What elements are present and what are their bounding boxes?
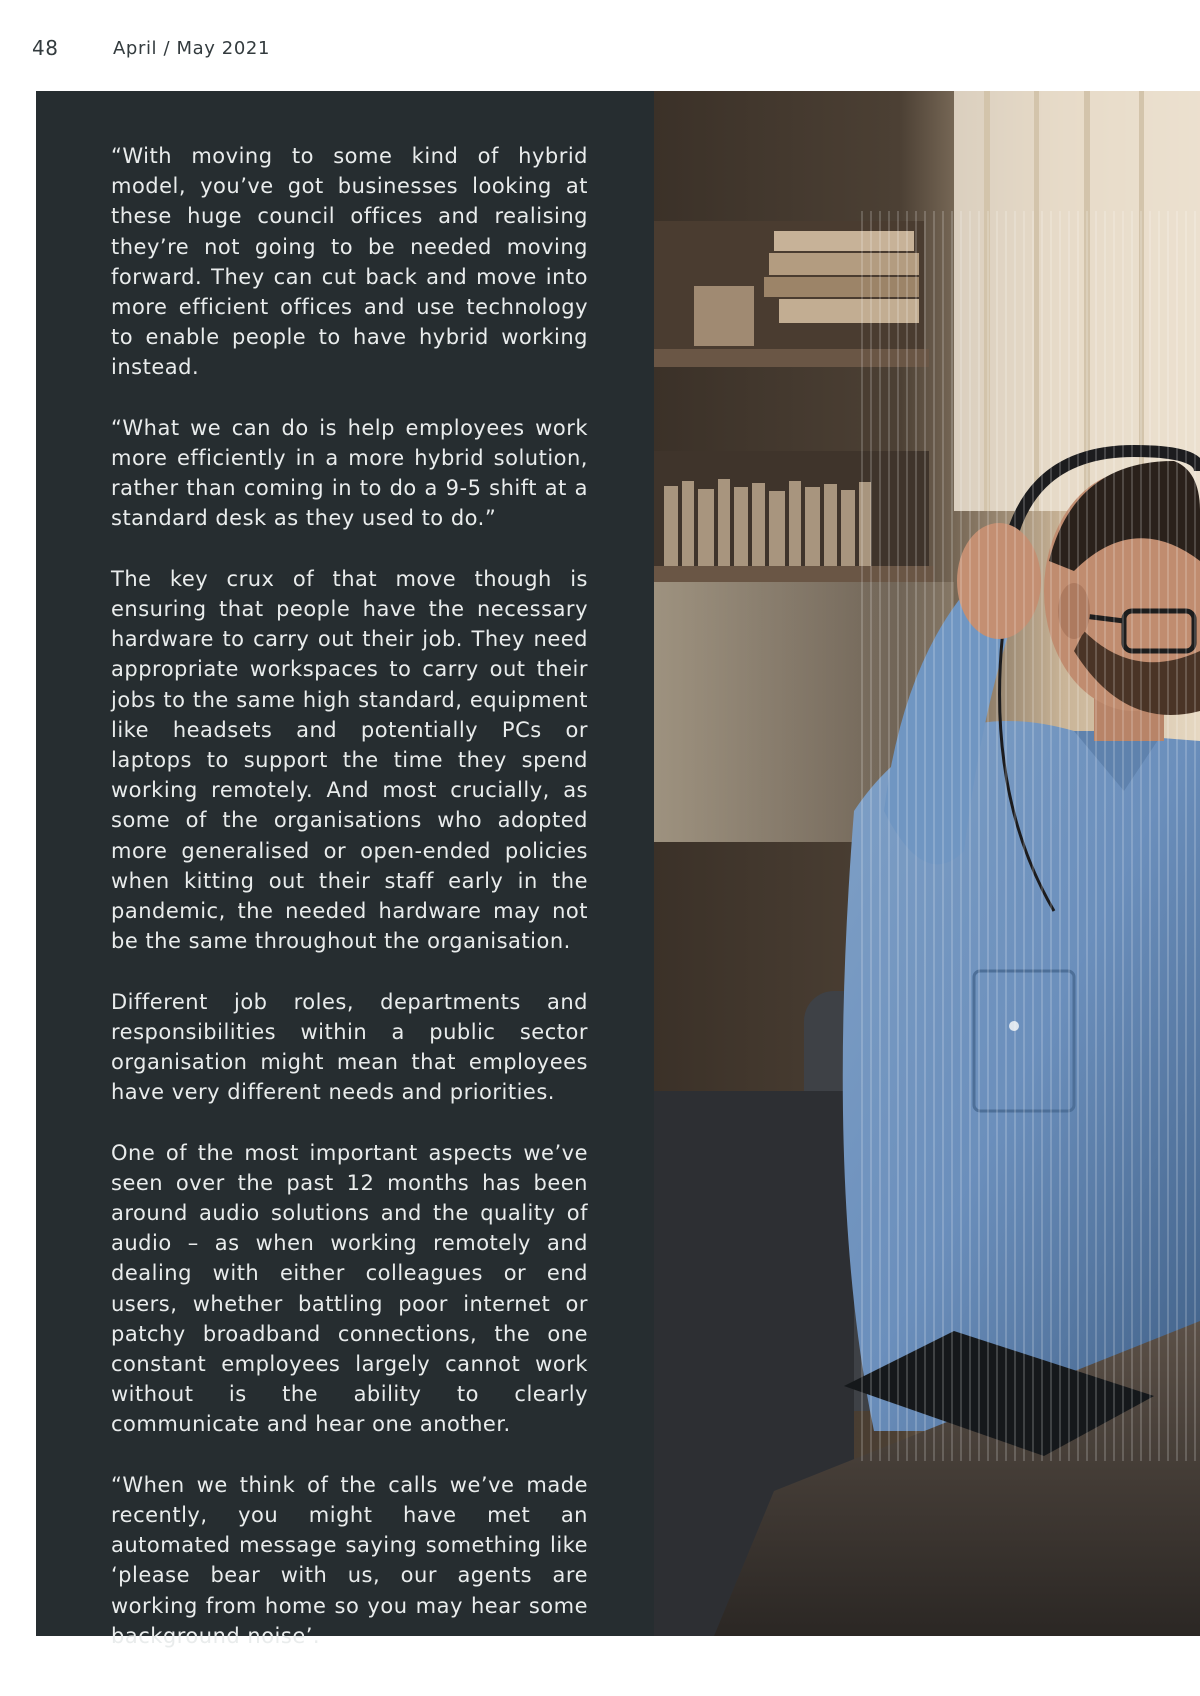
man-wearing-headset-photo	[654, 91, 1200, 1636]
photo-illustration	[654, 91, 1200, 1636]
article-paragraph: Different job roles, departments and responsibilities within a public sector organisation might mean that employees have very different needs and priorities.	[111, 989, 588, 1105]
page-number: 48	[32, 36, 59, 60]
article-paragraph: “When we think of the calls we’ve made recently, you might have met an automated message saying something like ‘please bear with us, our agents are working from home so you may hear some background noise’.	[111, 1472, 588, 1648]
article-paragraph: The key crux of that move though is ensuring that people have the necessary hardware to carry out their job. They need appropriate workspaces to carry out their jobs to the same high standard, equipment like headsets and potentially PCs or laptops to support the time they spend working remotely. And most crucially, as some of the organisations who adopted more generalised or open-ended policies when kitting out their staff early in the pandemic, the needed hardware may not be the same throughout the organisation.	[111, 566, 588, 954]
issue-date: April / May 2021	[113, 38, 270, 59]
article-paragraph: “What we can do is help employees work more efficiently in a more hybrid solution, rather than coming in to do a 9-5 shift at a standard desk as they used to do.”	[111, 415, 588, 531]
article-paragraph: “With moving to some kind of hybrid model, you’ve got businesses looking at these huge council offices and realising they’re not going to be needed moving forward. They can cut back and move into more efficient offices and use technology to enable people to have hybrid working instead.	[111, 144, 588, 380]
article-text-panel	[36, 91, 654, 1648]
article-paragraph: One of the most important aspects we’ve seen over the past 12 months has been around audio solutions and the quality of audio – as when working remotely and dealing with either colleagues or end users, whether battling poor internet or patchy broadband connections, the one constant employees largely cannot work without is the ability to clearly communicate and hear one another.	[111, 1140, 588, 1437]
